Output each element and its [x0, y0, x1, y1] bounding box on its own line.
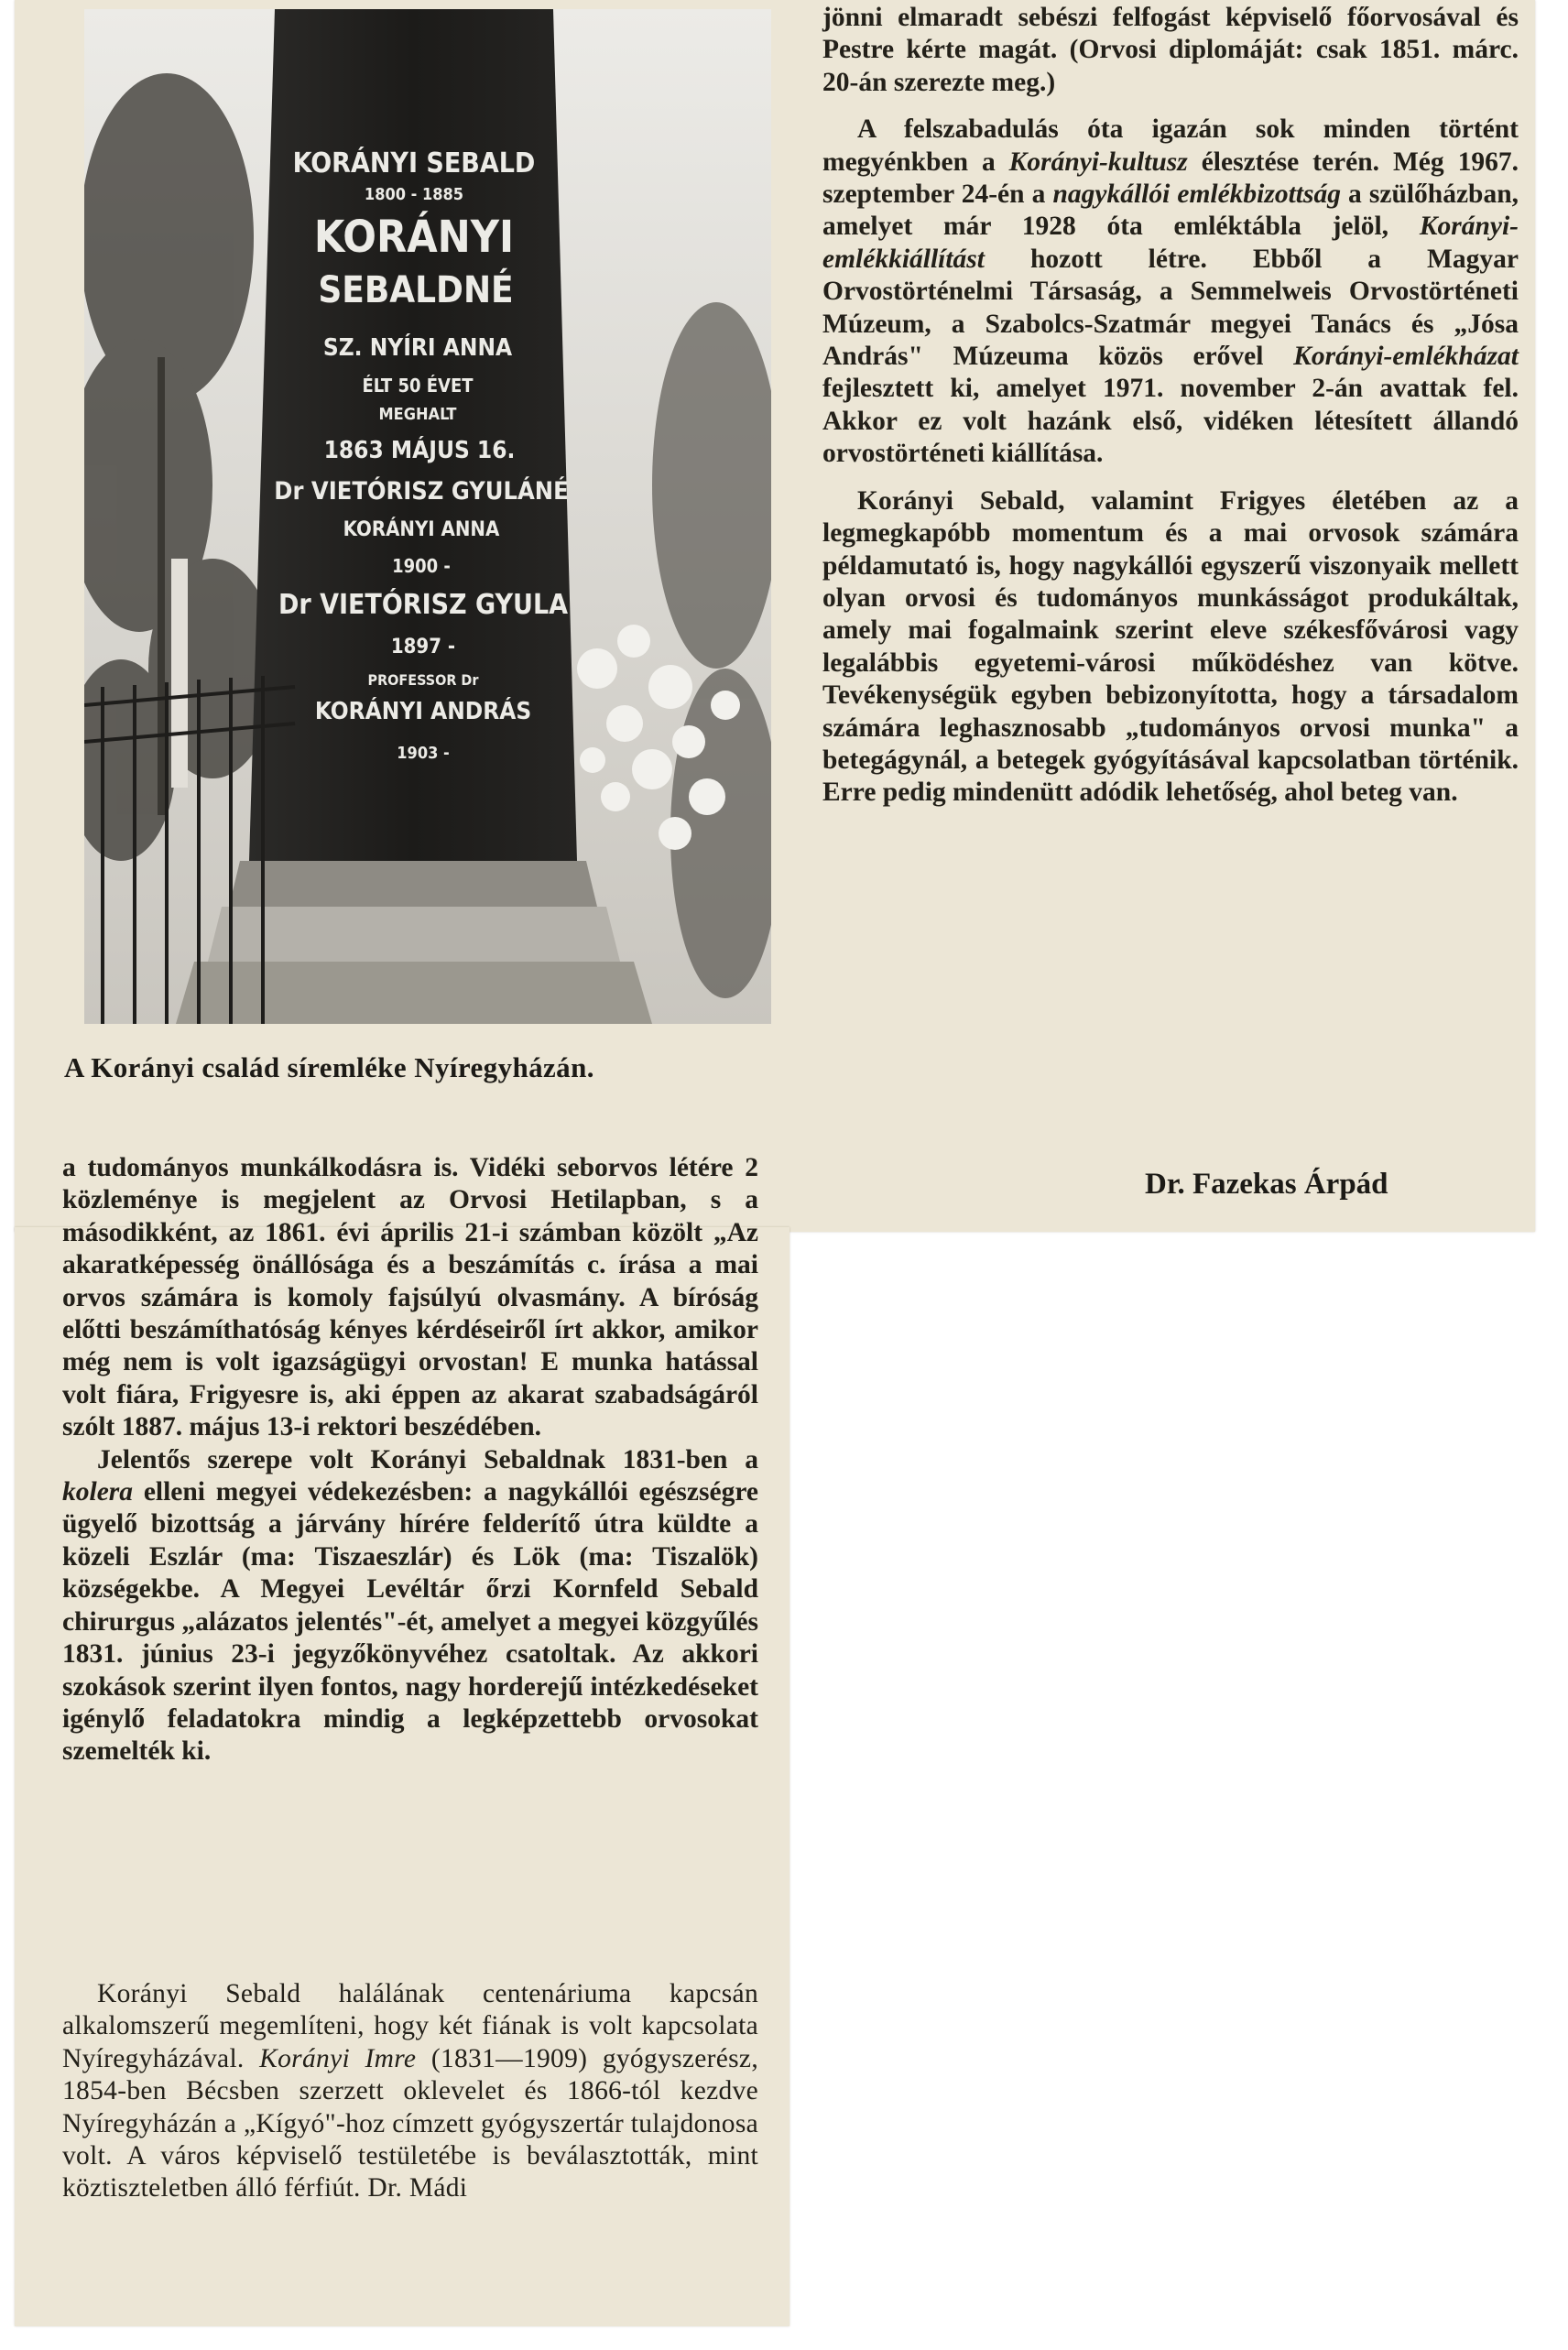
article-left-column: [62, 1152, 758, 1768]
paragraph: jönni elmaradt sebészi felfogást képviselő főorvosával és Pestre kérte magát. (Orvosi diplomáját: csak 1851. márc. 20-án szerezte meg.): [822, 3, 1519, 97]
base-step-3: [176, 962, 652, 1024]
inscription-line: MEGHALT: [378, 405, 457, 424]
inscription-line: ÉLT 50 ÉVET: [362, 375, 474, 397]
paragraph: Korányi Sebald, valamint Frigyes életében az a legmegkapóbb momentum és a mai orvosok számára példamutató is, hogy nagykállói egyszerű viszonyaik mellett olyan orvosi és tudományos munkásságot produkáltak, amely mai fogalmaink szerint eleve székesfővárosi vagy legalábbis egyetemi-városi működéshez van kötve. Tevékenységük egyben bebizonyította, hogy a társadalom számára leghasznosabb „tudományos orvosi munka" a betegágynál, a betegek gyógyításával kapcsolatban történik. Erre pedig mindenütt adódik lehetőség, ahol beteg van.: [822, 485, 1519, 808]
inscription-line: KORÁNYI ANNA: [343, 518, 500, 541]
inscription-line: 1863 MÁJUS 16.: [323, 437, 516, 464]
paragraph: A felszabadulás óta igazán sok minden történt megyénkben a Korányi-kultusz élesztése terén. Még 1967. szeptember 24-én a nagykállói emlékbizottság a szülőházban, amelyet már 1928 óta emléktábla jelöl, Korányi-emlékkiállítást hozott létre. Ebből a Magyar Orvostörténelmi Társaság, a Semmelweis Orvostörténeti Múzeum, a Szabolcs-Szatmár megyei Tanács és „Jósa András" Múzeuma közös erővel Korányi-emlékházat fejlesztett ki, amelyet 1971. november 2-án avattak fel. Akkor ez volt hazánk első, vidéken létesített állandó orvostörténeti kiállítása.: [822, 114, 1519, 469]
inscription-line: 1903 -: [397, 744, 450, 763]
inscription-line: 1897 -: [390, 636, 456, 658]
article-right-column: [822, 2, 1519, 810]
inscription-line: Dr VIETÓRISZ GYULA: [278, 589, 569, 621]
small-monument: [171, 559, 188, 788]
gravestone-photo: [84, 9, 771, 1024]
inscription-line: KORÁNYI: [313, 212, 515, 263]
paragraph: Jelentős szerepe volt Korányi Sebaldnak 1831-ben a kolera elleni megyei védekezésben: a nagykállói egészségre ügyelő bizottság a járvány hírére felderítő útra küldte a közeli Eszlár (ma: Tiszaeszlár) és Lök (ma: Tiszalök) községekbe. A Megyei Levéltár őrzi Kornfeld Sebald chirurgus „alázatos jelentés"-ét, amelyet a megyei közgyűlés 1831. június 23-i jegyzőkönyvéhez csatoltak. Az akkori szokások szerint ilyen fontos, nagy horderejű intézkedéseket igénylő feladatokra mindig a legképzettebb orvosokat szemelték ki.: [62, 1444, 758, 1767]
photo-caption: A Korányi család síremléke Nyíregyházán.: [64, 1051, 594, 1083]
paragraph: a tudományos munkálkodásra is. Vidéki seborvos létére 2 közleménye is megjelent az Orvosi Hetilapban, s a másodikként, az 1861. évi április 21-i számban közölt „Az akaratképesség önállósága és a beszámítás c. írása a mai orvos számára is komoly fajsúlyú olvasmány. A bíróság előtti beszámíthatóság kényes kérdéseiről írt akkor, amikor még nem is volt igazságügyi orvostan! E munka hatással volt fiára, Frigyesre is, aki éppen az akarat szabadságáról szólt 1887. május 13-i rektori beszédében.: [62, 1153, 758, 1442]
obelisk: [249, 9, 577, 861]
tree-trunk: [158, 357, 165, 815]
inscription-line: 1800 - 1885: [364, 185, 464, 204]
gravestone-photo-svg: [84, 9, 771, 1024]
paragraph: Korányi Sebald halálának centenáriuma kapcsán alkalomszerű megemlíteni, hogy két fiának is volt kapcsolata Nyíregyházával. Korányi Imre (1831—1909) gyógyszerész, 1854-ben Bécsben szerzett oklevelet és 1866-tól kezdve Nyíregyházán a „Kígyó"-hoz címzett gyógyszertár tulajdonosa volt. A város képviselő testületébe is beválasztották, mint köztiszteletben álló férfiút. Dr. Mádi: [62, 1979, 758, 2203]
inscription-line: SZ. NYÍRI ANNA: [322, 334, 513, 362]
inscription-line: PROFESSOR Dr: [367, 671, 479, 689]
inscription-line: SEBALDNÉ: [318, 269, 514, 311]
base-step-1: [229, 861, 597, 907]
author-byline: Dr. Fazekas Árpád: [1145, 1168, 1388, 1201]
inscription-line: 1900 -: [392, 555, 451, 577]
article-left-column-continued: [62, 1978, 758, 2205]
base-step-2: [208, 907, 620, 962]
inscription-line: KORÁNYI ANDRÁS: [314, 698, 532, 725]
inscription-line: KORÁNYI SEBALD: [292, 147, 536, 180]
inscription-line: Dr VIETÓRISZ GYULÁNÉ: [274, 477, 569, 506]
